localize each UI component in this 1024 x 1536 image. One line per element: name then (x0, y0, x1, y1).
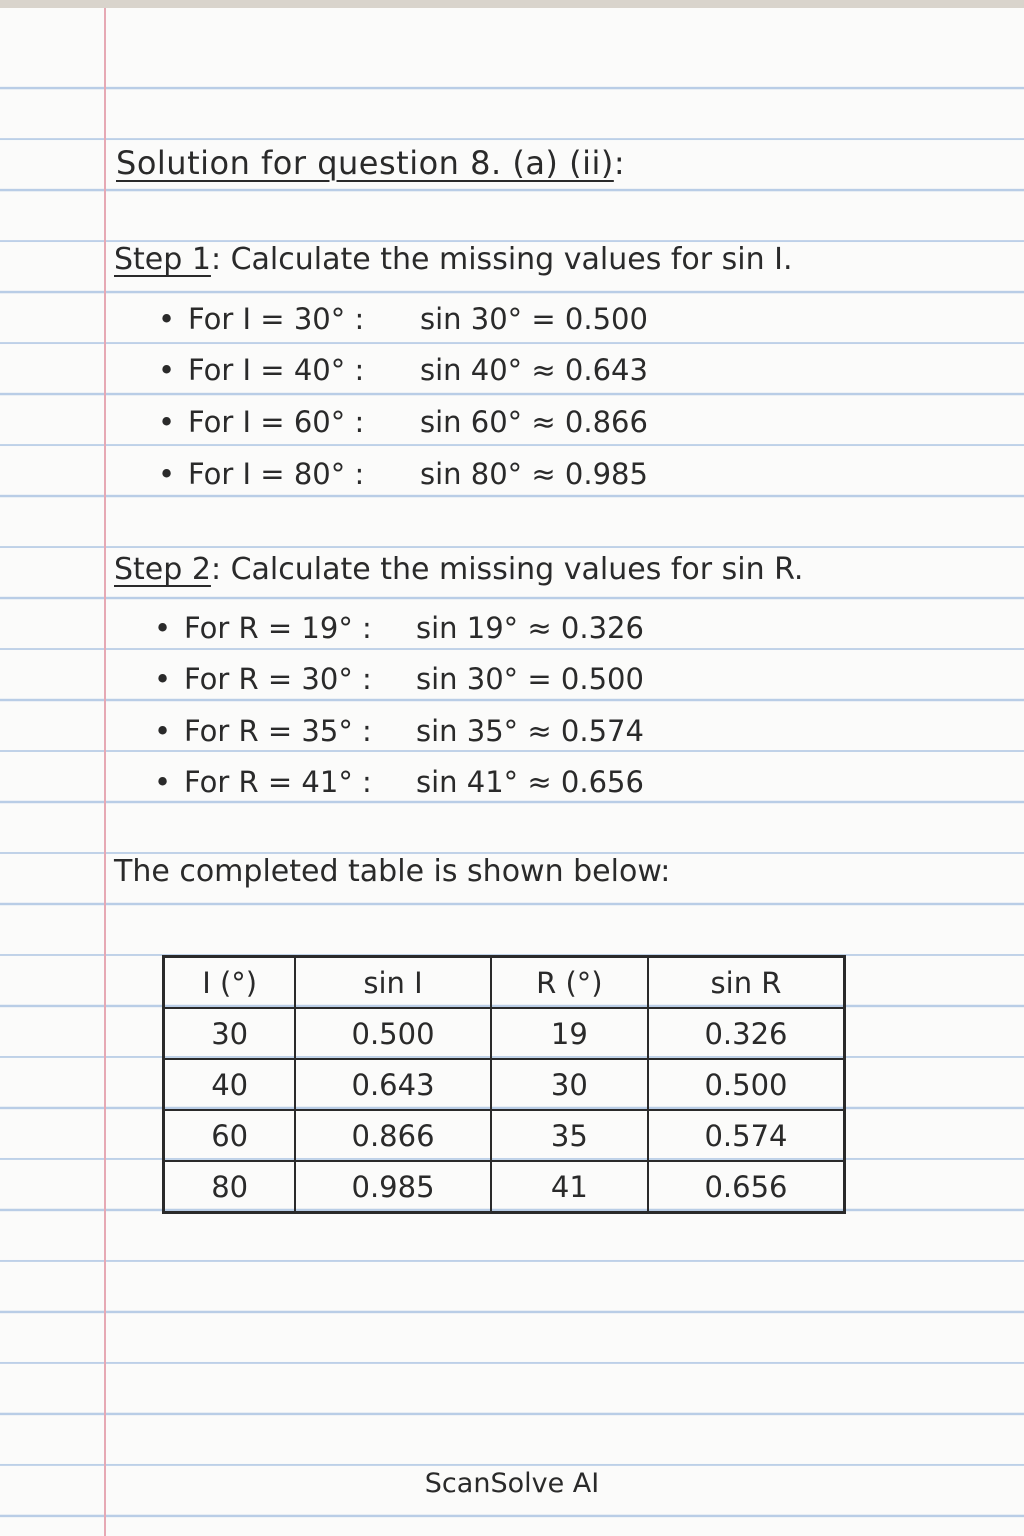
table-cell: 0.985 (295, 1161, 490, 1213)
table-cell: 30 (491, 1059, 648, 1110)
header-sin-i: sin I (295, 957, 490, 1009)
step-1-item-value: sin 30° = 0.500 (420, 302, 648, 336)
step-1-item-angle: For I = 40° : (188, 353, 365, 387)
step-2-item-angle: For R = 35° : (184, 714, 372, 748)
table-caption: The completed table is shown below: (114, 854, 671, 889)
step-2-item-value: sin 19° ≈ 0.326 (416, 611, 644, 645)
solution-title-colon: : (613, 144, 626, 182)
step-1-item-angle: For I = 60° : (188, 405, 365, 439)
step-2-item-value: sin 30° = 0.500 (416, 662, 644, 696)
header-angle-i: I (°) (164, 957, 296, 1009)
notebook-page (0, 8, 1024, 1536)
solution-title (116, 144, 625, 182)
table-cell: 0.574 (648, 1110, 844, 1161)
results-table (162, 955, 846, 1214)
step-1-label: Step 1 (114, 242, 211, 277)
step-2-item-angle: For R = 19° : (184, 611, 372, 645)
margin-line (104, 8, 106, 1536)
step-1-text: : Calculate the missing values for sin I. (210, 242, 793, 277)
step-2-item-angle: For R = 30° : (184, 662, 372, 696)
table-cell: 80 (164, 1161, 296, 1213)
table-cell: 60 (164, 1110, 296, 1161)
table-cell: 19 (491, 1008, 648, 1059)
bullet: • (158, 353, 176, 387)
table-cell: 41 (491, 1161, 648, 1213)
step-1-item-angle: For I = 80° : (188, 457, 365, 491)
step-2-item-angle: For R = 41° : (184, 765, 372, 799)
table-cell: 40 (164, 1059, 296, 1110)
table-cell: 0.656 (648, 1161, 844, 1213)
bullet: • (158, 457, 176, 491)
table-cell: 0.326 (648, 1008, 844, 1059)
footer-brand: ScanSolve AI (424, 1468, 600, 1499)
header-sin-r: sin R (648, 957, 844, 1009)
header-angle-r: R (°) (491, 957, 648, 1009)
table-cell: 35 (491, 1110, 648, 1161)
bullet: • (154, 714, 172, 748)
table-cell: 0.866 (295, 1110, 490, 1161)
solution-title-text: Solution for question 8. (a) (ii) (116, 144, 614, 182)
bullet: • (154, 611, 172, 645)
table-cell: 0.643 (295, 1059, 490, 1110)
table-cell: 30 (164, 1008, 296, 1059)
table-row (164, 1059, 845, 1110)
step-2-label: Step 2 (114, 552, 211, 587)
step-1-item-value: sin 60° ≈ 0.866 (420, 405, 648, 439)
step-2-text: : Calculate the missing values for sin R. (210, 552, 804, 587)
bullet: • (158, 405, 176, 439)
table-row (164, 1110, 845, 1161)
step-2-heading (114, 552, 803, 587)
table-row (164, 1008, 845, 1059)
step-1-item-value: sin 40° ≈ 0.643 (420, 353, 648, 387)
step-2-item-value: sin 35° ≈ 0.574 (416, 714, 644, 748)
table-header-row (164, 957, 845, 1009)
table-row (164, 1161, 845, 1213)
step-2-item-value: sin 41° ≈ 0.656 (416, 765, 644, 799)
table-cell: 0.500 (295, 1008, 490, 1059)
step-1-heading (114, 242, 793, 277)
step-1-item-value: sin 80° ≈ 0.985 (420, 457, 648, 491)
step-1-item-angle: For I = 30° : (188, 302, 365, 336)
bullet: • (154, 765, 172, 799)
bullet: • (158, 302, 176, 336)
bullet: • (154, 662, 172, 696)
table-cell: 0.500 (648, 1059, 844, 1110)
